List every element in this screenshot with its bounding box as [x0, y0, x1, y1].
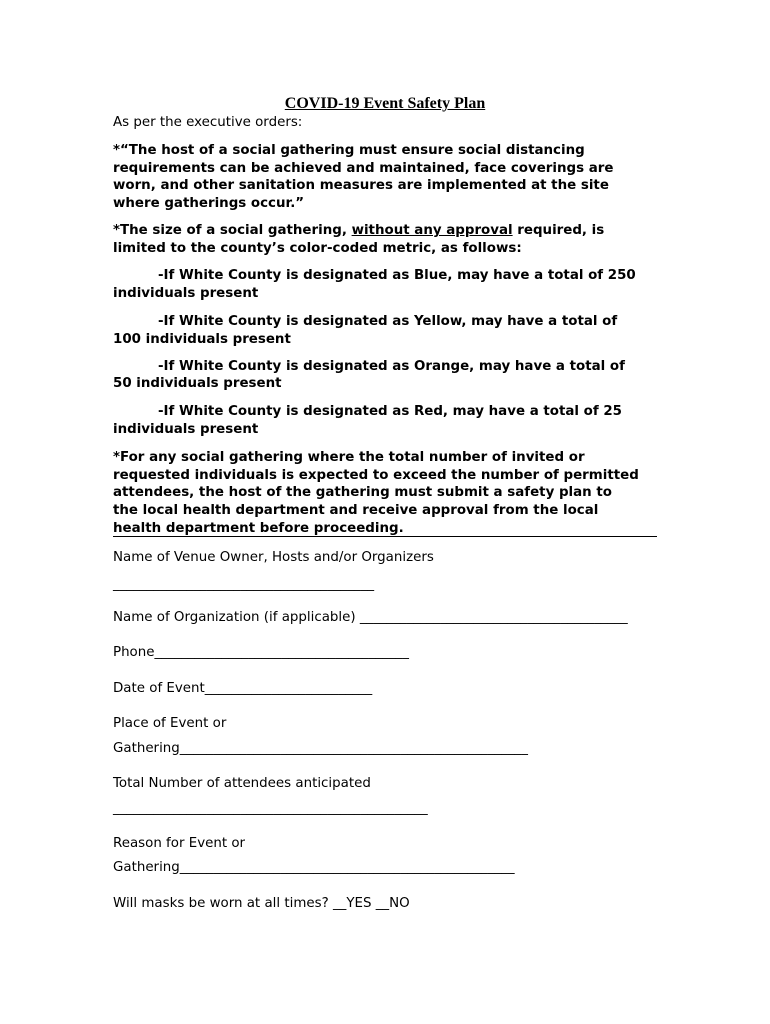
quote-line-1: *“The host of a social gathering must ensure social distancing: [113, 143, 585, 158]
size-line-1-before: *The size of a social gathering,: [113, 223, 352, 238]
tier-red-line-1: -If White County is designated as Red, may have a total of 25: [158, 404, 622, 419]
tier-blue-line-1: -If White County is designated as Blue, may have a total of 250: [158, 268, 636, 283]
reason-field[interactable]: Gathering__________________________________________________: [113, 860, 515, 875]
venue-owner-field[interactable]: _______________________________________: [113, 577, 375, 592]
plan-line-2: requested individuals is expected to exceed the number of permitted: [113, 467, 639, 483]
reason-label: Reason for Event or: [113, 836, 246, 851]
place-field[interactable]: Gathering____________________________________________________: [113, 741, 528, 756]
venue-owner-label: Name of Venue Owner, Hosts and/or Organizers: [113, 550, 434, 565]
quote-line-2: requirements can be achieved and maintained, face coverings are: [113, 160, 614, 176]
size-line-1-after: required, is: [512, 223, 605, 238]
plan-line-5: health department before proceeding.: [113, 520, 404, 536]
size-line-2: limited to the county’s color-coded metric, as follows:: [113, 240, 522, 256]
event-date-field[interactable]: Date of Event_________________________: [113, 681, 373, 696]
attendees-label: Total Number of attendees anticipated: [113, 776, 371, 791]
intro-text: As per the executive orders:: [113, 115, 303, 130]
plan-line-4: the local health department and receive approval from the local: [113, 503, 599, 519]
attendees-field[interactable]: _______________________________________________: [113, 801, 428, 816]
phone-field[interactable]: Phone______________________________________: [113, 645, 409, 660]
tier-orange-line-1: -If White County is designated as Orange, may have a total of: [158, 359, 625, 374]
quote-line-3: worn, and other sanitation measures are implemented at the site: [113, 178, 609, 194]
organization-field[interactable]: Name of Organization (if applicable) ________________________________________: [113, 610, 628, 625]
tier-orange-line-2: 50 individuals present: [113, 376, 282, 391]
plan-line-1: *For any social gathering where the total number of invited or: [113, 450, 585, 465]
section-divider: [113, 536, 657, 537]
place-label: Place of Event or: [113, 716, 227, 731]
quote-line-4: where gatherings occur.”: [113, 196, 305, 212]
tier-red-line-2: individuals present: [113, 422, 259, 437]
document-title: COVID-19 Event Safety Plan: [284, 95, 486, 112]
plan-line-3: attendees, the host of the gathering must submit a safety plan to: [113, 485, 612, 501]
size-line-1: [113, 222, 673, 240]
masks-question[interactable]: Will masks be worn at all times? __YES __NO: [113, 896, 410, 911]
tier-yellow-line-1: -If White County is designated as Yellow, may have a total of: [158, 314, 618, 329]
without-approval-text: without any approval: [351, 223, 513, 238]
tier-blue-line-2: individuals present: [113, 286, 259, 301]
tier-yellow-line-2: 100 individuals present: [113, 332, 291, 347]
